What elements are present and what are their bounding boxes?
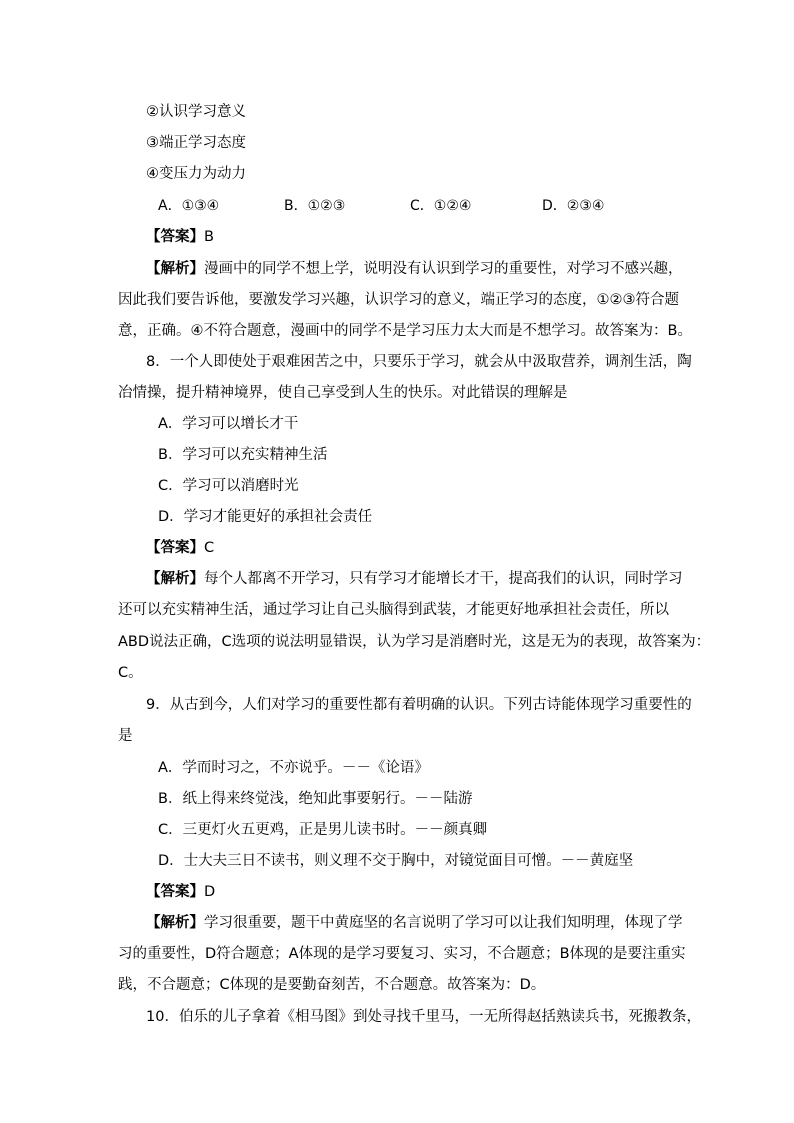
answer-value: C — [204, 540, 215, 556]
answer-value: B — [204, 229, 214, 245]
q8-analysis-line-2: 还可以充实精神生活，通过学习让自己头脑得到武装，才能更好地承担社会责任，所以 — [118, 602, 669, 618]
q8-answer — [146, 538, 214, 558]
analysis-tag: 【解析】 — [146, 915, 204, 931]
q7-analysis-line-1 — [146, 259, 683, 279]
q9-option-c: C．三更灯火五更鸡，正是男儿读书时。－－颜真卿 — [158, 822, 488, 838]
q7-option-d: D．②③④ — [542, 198, 605, 214]
q9-option-d: D．士大夫三日不读书，则义理不交于胸中，对镜觉面目可憎。－－黄庭坚 — [158, 853, 634, 869]
q8-option-d: D．学习才能更好的承担社会责任 — [158, 509, 373, 525]
q7-option-b: B．①②③ — [284, 198, 346, 214]
q8-analysis-line-1 — [146, 569, 683, 589]
q9-answer — [146, 882, 215, 902]
q9-option-a: A．学而时习之，不亦说乎。－－《论语》 — [158, 760, 429, 776]
q8-analysis-line-3: ABD说法正确，C选项的说法明显错误，认为学习是消磨时光，这是无为的表现，故答案为： — [118, 634, 711, 650]
answer-tag: 【答案】 — [146, 540, 204, 556]
q8-option-a: A．学习可以增长才干 — [158, 416, 299, 432]
q8-stem-line-2: 冶情操，提升精神境界，使自己享受到人生的快乐。对此错误的理解是 — [118, 385, 568, 401]
q7-item-3: ③端正学习态度 — [146, 135, 246, 151]
q8-analysis-line-4: C。 — [118, 665, 143, 681]
q9-stem-line-1: 9．从古到今，人们对学习的重要性都有着明确的认识。下列古诗能体现学习重要性的 — [146, 697, 692, 713]
q8-option-b: B．学习可以充实精神生活 — [158, 447, 328, 463]
analysis-tag: 【解析】 — [146, 261, 204, 277]
answer-value: D — [204, 884, 216, 900]
q8-option-c: C．学习可以消磨时光 — [158, 478, 299, 494]
q9-analysis-line-1 — [146, 913, 683, 933]
q7-option-c: C．①②④ — [410, 198, 472, 214]
q9-option-b: B．纸上得来终觉浅，绝知此事要躬行。－－陆游 — [158, 791, 473, 807]
q7-analysis-line-3: 意，正确。④不符合题意，漫画中的同学不是学习压力太大而是不想学习。故答案为：B。 — [118, 323, 692, 339]
q7-item-4: ④变压力为动力 — [146, 166, 246, 182]
q7-item-2: ②认识学习意义 — [146, 104, 246, 120]
analysis-tag: 【解析】 — [146, 571, 204, 587]
answer-tag: 【答案】 — [146, 884, 204, 900]
q9-analysis-line-3: 践，不合题意；C体现的是要勤奋刻苦，不合题意。故答案为：D。 — [118, 977, 546, 993]
q7-option-a: A．①③④ — [158, 198, 220, 214]
answer-tag: 【答案】 — [146, 229, 204, 245]
analysis-text: 学习很重要，题干中黄庭坚的名言说明了学习可以让我们知明理，体现了学 — [204, 915, 683, 931]
q9-stem-line-2: 是 — [118, 728, 133, 744]
q7-answer — [146, 227, 214, 247]
q7-analysis-line-2: 因此我们要告诉他，要激发学习兴趣，认识学习的意义，端正学习的态度，①②③符合题 — [118, 292, 679, 308]
analysis-text: 每个人都离不开学习，只有学习才能增长才干，提高我们的认识，同时学习 — [204, 571, 683, 587]
q10-stem-line-1: 10．伯乐的儿子拿着《相马图》到处寻找千里马，一无所得赵括熟读兵书，死搬教条， — [146, 1009, 701, 1025]
q9-analysis-line-2: 习的重要性，D符合题意；A体现的是学习要复习、实习，不合题意；B体现的是要注重实 — [118, 946, 686, 962]
analysis-text: 漫画中的同学不想上学，说明没有认识到学习的重要性，对学习不感兴趣， — [204, 261, 683, 277]
q8-stem-line-1: 8．一个人即使处于艰难困苦之中，只要乐于学习，就会从中汲取营养，调剂生活，陶 — [146, 354, 692, 370]
